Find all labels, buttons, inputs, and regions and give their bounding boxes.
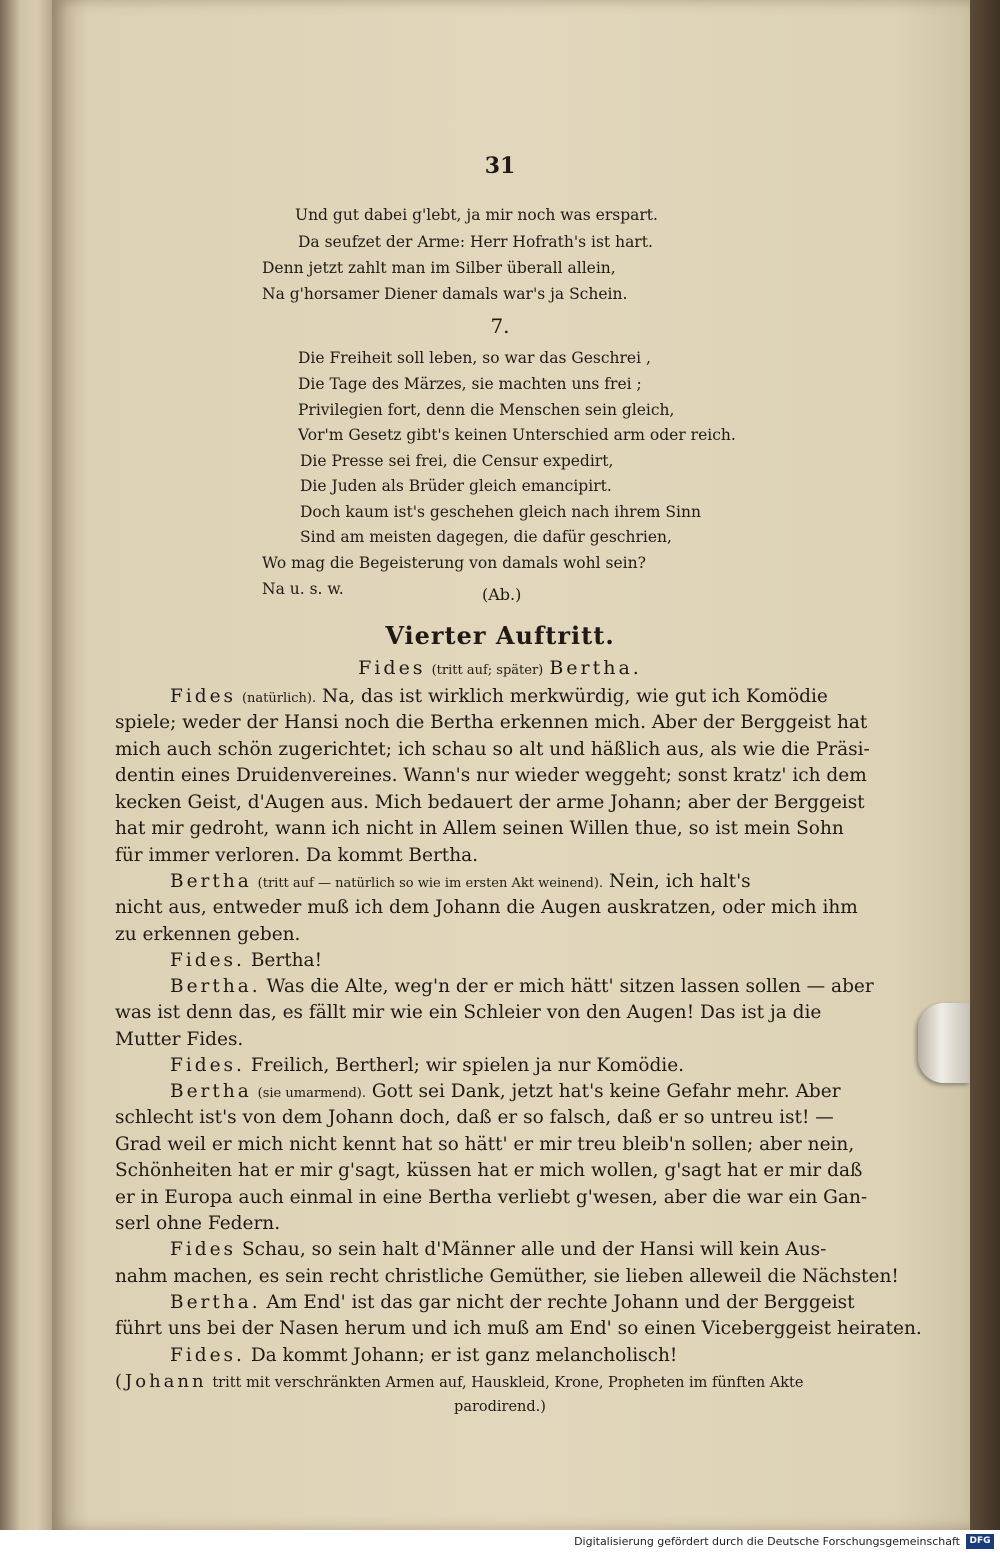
page-number: 31 xyxy=(484,153,516,179)
dialogue-text: Da kommt Johann; er ist ganz melancholisch! xyxy=(250,1345,678,1366)
verse-line: Die Juden als Brüder gleich emancipirt. xyxy=(300,477,612,495)
speaker-name: Bertha xyxy=(170,1081,252,1102)
speaker-name: Bertha. xyxy=(170,976,261,997)
dialogue-line: schlecht ist's von dem Johann doch, daß er so falsch, daß er so untreu ist! — xyxy=(115,1107,834,1128)
scene-title: Vierter Auftritt. xyxy=(385,621,615,650)
verse-line: Vor'm Gesetz gibt's keinen Unterschied arm oder reich. xyxy=(298,426,736,444)
speaker-name: Fides. xyxy=(170,1345,245,1366)
verse-end: Na u. s. w. xyxy=(262,580,344,598)
character-name: Bertha. xyxy=(549,657,642,679)
dialogue-line xyxy=(170,1345,677,1366)
verse-line: Und gut dabei g'lebt, ja mir noch was erspart. xyxy=(295,206,658,224)
stage-direction: (tritt auf; später) xyxy=(431,663,544,678)
dialogue-line: nicht aus, entweder muß ich dem Johann die Augen auskratzen, oder mich ihm xyxy=(115,897,858,918)
stage-direction-exit: (Ab.) xyxy=(482,585,522,604)
speaker-name: Fides. xyxy=(170,950,245,971)
dialogue-line xyxy=(170,1239,826,1260)
verse-line: Privilegien fort, denn die Menschen sein gleich, xyxy=(298,401,675,419)
dialogue-line xyxy=(170,950,322,971)
dialogue-line: serl ohne Federn. xyxy=(115,1213,281,1234)
dialogue-line: nahm machen, es sein recht christliche Gemüther, sie lieben alleweil die Nächsten! xyxy=(115,1266,899,1287)
verse-line: Na g'horsamer Diener damals war's ja Schein. xyxy=(262,285,628,303)
dialogue-text: Schau, so sein halt d'Männer alle und der Hansi will kein Aus- xyxy=(241,1239,827,1260)
dialogue-text: Bertha! xyxy=(250,950,323,971)
dialogue-text: Nein, ich halt's xyxy=(608,871,751,892)
dialogue-line xyxy=(170,1081,841,1102)
dialogue-text: Am End' ist das gar nicht der rechte Johann und der Berggeist xyxy=(266,1292,855,1313)
speaker-name: Fides. xyxy=(170,1055,245,1076)
scene-cast xyxy=(0,657,1000,679)
stage-direction: (tritt auf — natürlich so wie im ersten Akt weinend). xyxy=(257,876,604,891)
dialogue-line: führt uns bei der Nasen herum und ich muß am End' so einen Viceberggeist heiraten. xyxy=(115,1318,922,1339)
dialogue-line: was ist denn das, es fällt mir wie ein Schleier von den Augen! Das ist ja die xyxy=(115,1002,822,1023)
dialogue-line xyxy=(170,1055,684,1076)
dialogue-line xyxy=(170,871,751,892)
footer-bar xyxy=(0,1530,1000,1555)
verse-line: Wo mag die Begeisterung von damals wohl sein? xyxy=(262,554,646,572)
stage-direction: (natürlich). xyxy=(241,691,317,706)
verse-line: Sind am meisten dagegen, die dafür geschrien, xyxy=(300,528,672,546)
stage-direction-line xyxy=(115,1371,803,1392)
verse-line: Die Presse sei frei, die Censur expedirt, xyxy=(300,452,614,470)
dialogue-line: zu erkennen geben. xyxy=(115,924,301,945)
dialogue-text: Gott sei Dank, jetzt hat's keine Gefahr mehr. Aber xyxy=(371,1081,841,1102)
verse-line: Die Tage des Märzes, sie machten uns frei ; xyxy=(298,375,642,393)
stage-direction: tritt mit verschränkten Armen auf, Hauskleid, Krone, Propheten im fünften Akte xyxy=(212,1375,804,1391)
character-name: (Johann xyxy=(115,1371,207,1392)
adjacent-page-edge xyxy=(0,0,52,1555)
dialogue-line: Schönheiten hat er mir g'sagt, küssen hat er mich wollen, g'sagt hat er mir daß xyxy=(115,1160,863,1181)
speaker-name: Fides xyxy=(170,686,237,707)
dialogue-text: Freilich, Bertherl; wir spielen ja nur Komödie. xyxy=(250,1055,685,1076)
character-name: Fides xyxy=(358,657,426,679)
dialogue-text: Was die Alte, weg'n der er mich hätt' sitzen lassen sollen — aber xyxy=(266,976,874,997)
dialogue-line xyxy=(170,1292,855,1313)
page-edge-shadow xyxy=(970,0,1000,1530)
dialogue-text: Na, das ist wirklich merkwürdig, wie gut ich Komödie xyxy=(322,686,828,707)
dialogue-line: für immer verloren. Da kommt Bertha. xyxy=(115,845,479,866)
dialogue-line: Grad weil er mich nicht kennt hat so hätt' er mir treu bleib'n sollen; aber nein, xyxy=(115,1134,855,1155)
stage-direction-line: parodirend.) xyxy=(454,1399,546,1415)
speaker-name: Bertha. xyxy=(170,1292,261,1313)
dialogue-line: kecken Geist, d'Augen aus. Mich bedauert der arme Johann; aber der Berggeist xyxy=(115,792,865,813)
speaker-name: Bertha xyxy=(170,871,252,892)
dialogue-line: dentin eines Druidenvereines. Wann's nur wieder weggeht; sonst kratz' ich dem xyxy=(115,765,867,786)
dialogue-line: hat mir gedroht, wann ich nicht in Allem seinen Willen thue, so ist mein Sohn xyxy=(115,818,844,839)
stage-direction: (sie umarmend). xyxy=(257,1086,366,1101)
dialogue-line: Mutter Fides. xyxy=(115,1029,244,1050)
verse-line: Denn jetzt zahlt man im Silber überall allein, xyxy=(262,259,616,277)
page-clip xyxy=(918,1003,970,1083)
dialogue-line xyxy=(170,686,828,707)
verse-line: Die Freiheit soll leben, so war das Geschrei , xyxy=(298,349,651,367)
dfg-logo: DFG xyxy=(966,1534,994,1549)
verse-line: Doch kaum ist's geschehen gleich nach ihrem Sinn xyxy=(300,503,701,521)
dialogue-line: er in Europa auch einmal in eine Bertha verliebt g'wesen, aber die war ein Gan- xyxy=(115,1187,868,1208)
speaker-name: Fides xyxy=(170,1239,237,1260)
stanza-number: 7. xyxy=(490,314,510,338)
dialogue-line xyxy=(170,976,874,997)
verse-line: Da seufzet der Arme: Herr Hofrath's ist hart. xyxy=(298,233,653,251)
dialogue-line: spiele; weder der Hansi noch die Bertha erkennen mich. Aber der Berggeist hat xyxy=(115,712,868,733)
dialogue-line: mich auch schön zugerichtet; ich schau so alt und häßlich aus, als wie die Präsi- xyxy=(115,739,870,760)
funding-credit: Digitalisierung gefördert durch die Deutsche Forschungsgemeinschaft xyxy=(574,1535,960,1548)
